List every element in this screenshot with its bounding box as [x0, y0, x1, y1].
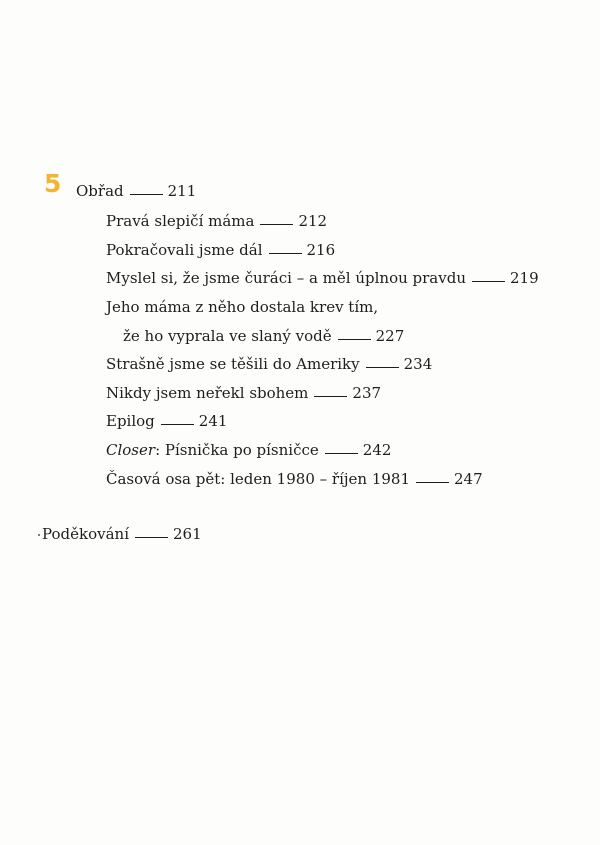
entry-title: Nikdy jsem neřekl sbohem [106, 384, 309, 402]
leader-line [314, 396, 347, 397]
chapter-title: Obřad [76, 182, 124, 200]
leader-line [366, 367, 399, 368]
toc-entry [106, 440, 391, 460]
toc-entry [106, 383, 381, 403]
leader-line [130, 194, 163, 195]
entry-page: 237 [352, 384, 382, 402]
chapter-number: 5 [44, 169, 62, 198]
entry-title: Jeho máma z něho dostala krev tím, [106, 298, 379, 316]
chapter-title-line [76, 181, 196, 201]
entry-page: 216 [306, 241, 336, 259]
entry-title: Myslel si, že jsme čuráci – a měl úplnou pravdu [106, 269, 466, 287]
entry-page: 241 [198, 412, 228, 430]
entry-title-italic: Closer [106, 441, 156, 459]
acknowledgements-line [42, 524, 202, 544]
toc-entry [106, 354, 432, 374]
leader-line [325, 453, 358, 454]
toc-entry [106, 240, 335, 260]
toc-entry [106, 268, 539, 288]
entry-page: 247 [454, 470, 483, 488]
leader-line [416, 482, 449, 483]
entry-title: Pravá slepičí máma [106, 212, 255, 230]
entry-title: Časová osa pět: leden 1980 – říjen 1981 [106, 470, 410, 488]
toc-entry-line2 [123, 326, 404, 346]
leader-line [472, 281, 505, 282]
stray-mark [38, 534, 40, 536]
toc-entry [106, 211, 327, 231]
entry-page: 234 [403, 355, 433, 373]
toc-entry-line1 [106, 297, 378, 317]
entry-title: Pokračovali jsme dál [106, 241, 263, 259]
entry-page: 227 [375, 327, 405, 345]
entry-title: Epilog [106, 412, 155, 430]
leader-line [269, 253, 302, 254]
toc-entry [106, 411, 227, 431]
acknowledgements-title: Poděkování [42, 525, 129, 543]
leader-line [338, 339, 371, 340]
entry-title-rest: : Písnička po písničce [155, 441, 319, 459]
toc-entry [106, 469, 483, 489]
entry-page: 212 [298, 212, 328, 230]
acknowledgements-page: 261 [173, 525, 202, 543]
chapter-page: 211 [167, 182, 197, 200]
entry-page: 242 [362, 441, 392, 459]
entry-title-continued: že ho vyprala ve slaný vodě [123, 327, 332, 345]
entry-title: Strašně jsme se těšili do Ameriky [106, 355, 360, 373]
entry-page: 219 [510, 269, 539, 287]
leader-line [135, 537, 168, 538]
leader-line [260, 224, 293, 225]
leader-line [161, 424, 194, 425]
